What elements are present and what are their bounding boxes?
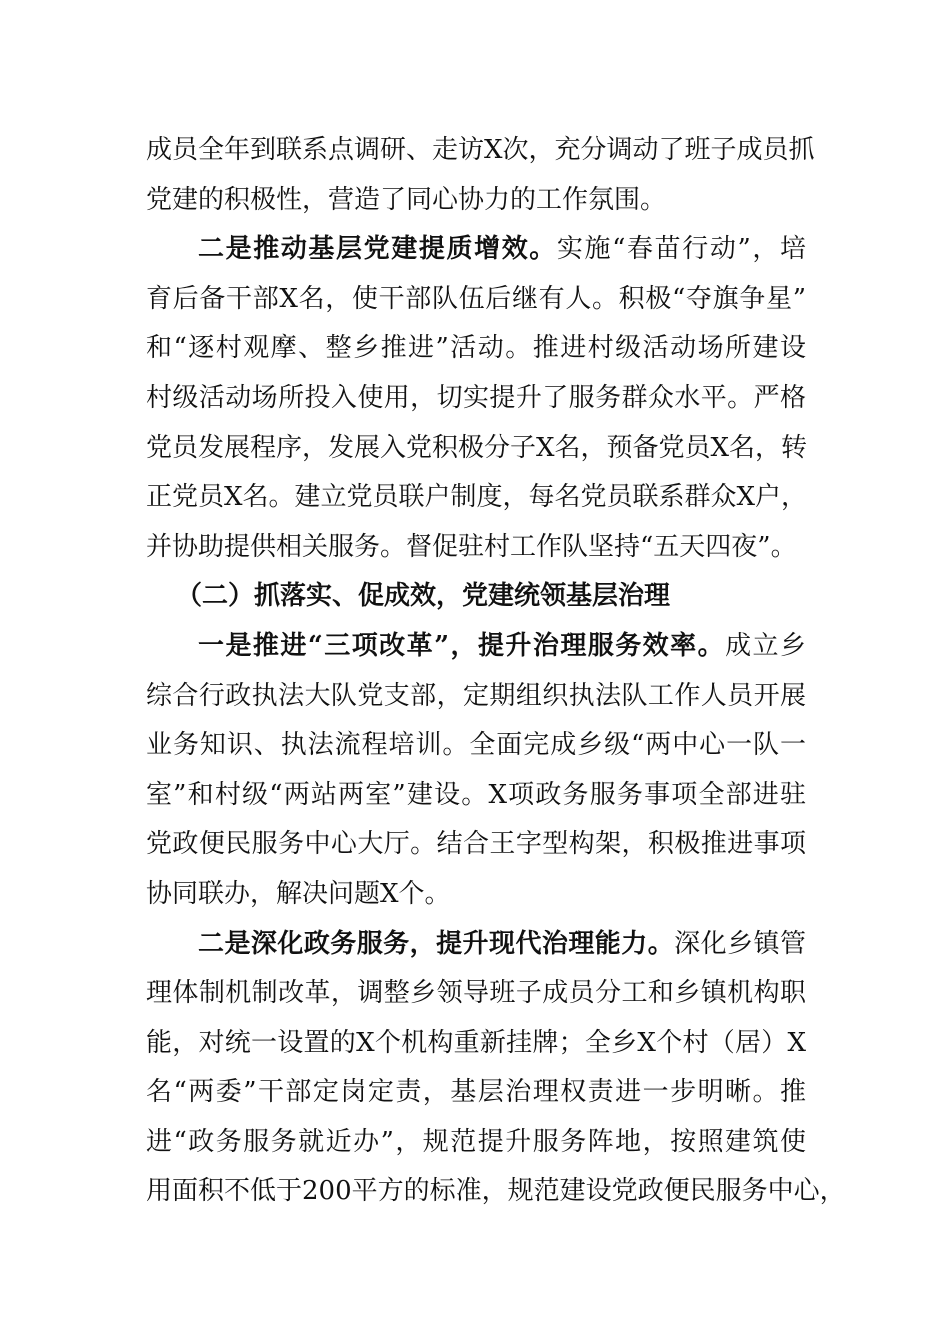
paragraph-line	[146, 771, 806, 821]
paragraph-line	[146, 1167, 846, 1217]
body-text: 村级活动场所投入使用，切实提升了服务群众水平。严格	[146, 382, 806, 413]
paragraph-line	[146, 324, 806, 374]
body-text: 成员全年到联系点调研、走访X次，充分调动了班子成员抓	[146, 135, 815, 165]
paragraph-line	[146, 672, 806, 722]
body-text: 理体制机制改革，调整乡领导班子成员分工和乡镇机构职	[146, 978, 806, 1009]
paragraph-line	[146, 622, 806, 672]
body-text: 正党员X名。建立党员联户制度，每名党员联系群众X户，	[146, 482, 808, 513]
body-text: 室”和村级“两站两室”建设。X项政务服务事项全部进驻	[146, 779, 806, 810]
paragraph-lead-heading: 二是推动基层党建提质增效。	[198, 234, 557, 265]
body-text: 党建的积极性，营造了同心协力的工作氛围。	[146, 184, 667, 215]
body-text: 深化乡镇管	[674, 928, 806, 959]
body-text: 业务知识、执法流程培训。全面完成乡级“两中心一队一	[146, 730, 806, 761]
paragraph-line	[146, 275, 806, 325]
body-text: 和“逐村观摩、整乡推进”活动。推进村级活动场所建设	[146, 333, 806, 364]
paragraph-line	[146, 424, 806, 474]
body-text: 进“政务服务就近办”，规范提升服务阵地，按照建筑使	[146, 1126, 806, 1157]
paragraph-line	[146, 1118, 806, 1168]
body-text: 党员发展程序，发展入党积极分子X名，预备党员X名，转	[146, 432, 808, 463]
section-heading-text: （二）抓落实、促成效，党建统领基层治理	[176, 581, 671, 612]
paragraph-line	[146, 126, 815, 176]
paragraph-line	[146, 176, 806, 226]
body-text: 综合行政执法大队党支部，定期组织执法队工作人员开展	[146, 680, 806, 711]
body-text: 党政便民服务中心大厅。结合王字型构架，积极推进事项	[146, 829, 806, 860]
paragraph-line	[146, 225, 806, 275]
body-text: 并协助提供相关服务。督促驻村工作队坚持“五天四夜”。	[146, 531, 797, 562]
section-heading	[146, 572, 806, 622]
document-body	[146, 126, 846, 1217]
paragraph-line	[146, 820, 806, 870]
body-text: 名“两委”干部定岗定责，基层治理权责进一步明晰。推	[146, 1077, 806, 1108]
paragraph-line	[146, 721, 806, 771]
paragraph-line	[146, 374, 806, 424]
body-text: 育后备干部X名，使干部队伍后继有人。积极“夺旗争星”	[146, 283, 806, 314]
body-text: 协同联办，解决问题X个。	[146, 878, 451, 909]
paragraph-line	[146, 523, 806, 573]
body-text: 成立乡	[725, 630, 806, 661]
paragraph-line	[146, 1068, 806, 1118]
body-text: 能，对统一设置的X个机构重新挂牌；全乡X个村（居）X	[146, 1027, 806, 1058]
paragraph-line	[146, 473, 806, 523]
paragraph-line	[146, 1019, 806, 1069]
paragraph-lead-heading: 一是推进“三项改革”，提升治理服务效率。	[198, 630, 726, 661]
paragraph-line	[146, 920, 806, 970]
paragraph-line	[146, 870, 806, 920]
paragraph-line	[146, 969, 806, 1019]
body-text: 用面积不低于200平方的标准，规范建设党政便民服务中心，	[146, 1176, 846, 1207]
paragraph-lead-heading: 二是深化政务服务，提升现代治理能力。	[198, 928, 675, 959]
body-text: 实施“春苗行动”，培	[556, 234, 806, 265]
